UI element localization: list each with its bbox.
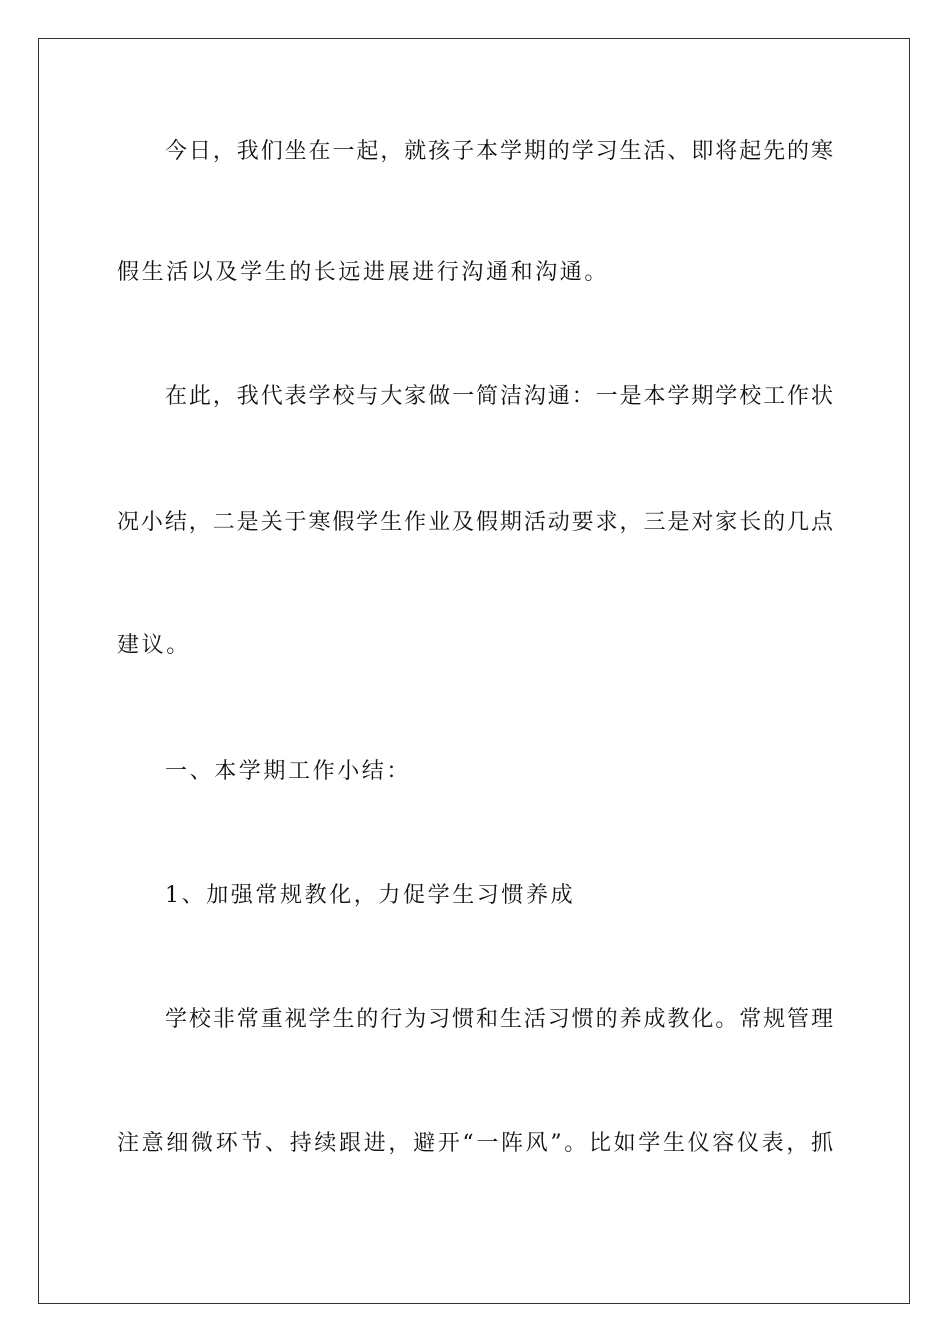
paragraph-3-line-2: 注意细微环节、持续跟进，避开“一阵风”。比如学生仪容仪表，抓 [117, 1131, 833, 1156]
page-frame [38, 38, 910, 1304]
paragraph-1-line-1: 今日，我们坐在一起，就孩子本学期的学习生活、即将起先的寒 [165, 139, 833, 164]
subsection-heading: 1、加强常规教化，力促学生习惯养成 [165, 883, 576, 908]
paragraph-1-line-2: 假生活以及学生的长远进展进行沟通和沟通。 [117, 260, 610, 285]
section-heading: 一、本学期工作小结： [165, 759, 412, 784]
paragraph-3-line-1: 学校非常重视学生的行为习惯和生活习惯的养成教化。常规管理 [165, 1007, 833, 1032]
paragraph-2-line-2: 况小结，二是关于寒假学生作业及假期活动要求，三是对家长的几点 [117, 510, 833, 535]
paragraph-2-line-3: 建议。 [117, 633, 191, 658]
paragraph-2-line-1: 在此，我代表学校与大家做一简洁沟通：一是本学期学校工作状 [165, 384, 833, 409]
